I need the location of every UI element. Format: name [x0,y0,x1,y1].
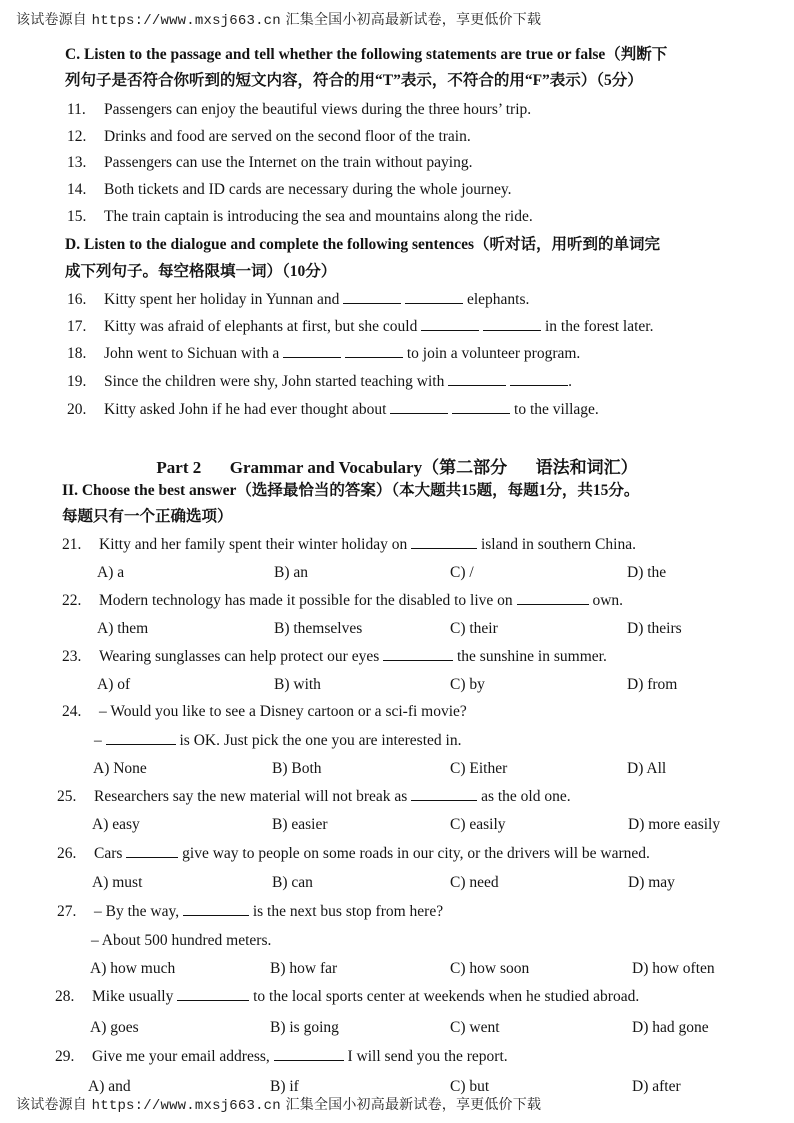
watermark-suffix: 汇集全国小初高最新试卷，享更低价下载 [285,1097,542,1113]
question-stem [57,844,650,864]
option-b[interactable]: B) Both [272,760,322,777]
statement-text: The train captain is introducing the sea and mountains along the ride. [104,208,533,225]
part-2-instruction-line2: 每题只有一个正确选项） [62,508,233,525]
question-number: 24. [62,703,82,720]
dialogue-line: – Would you like to see a Disney cartoon or a sci-fi movie? [99,703,467,720]
stem-start: Wearing sunglasses can help protect our eyes [99,648,380,665]
option-c[interactable]: C) easily [450,816,506,833]
watermark-top [16,9,541,29]
watermark-bottom [16,1094,541,1114]
statement-item [67,127,471,147]
answer-blank[interactable] [483,318,541,331]
option-b[interactable]: B) with [274,676,321,693]
statement-text: Both tickets and ID cards are necessary during the whole journey. [104,181,512,198]
answer-blank[interactable] [517,592,589,605]
answer-blank[interactable] [383,648,453,661]
section-d-heading-line1: D. Listen to the dialogue and complete the following sentences（听对话，用听到的单词完 [65,236,661,253]
answer-blank[interactable] [510,373,568,386]
question-number: 25. [57,788,77,805]
option-d[interactable]: D) may [628,874,675,891]
fill-sentence [67,317,653,337]
item-number: 14. [67,181,87,198]
watermark-prefix: 该试卷源自 [16,1097,87,1113]
question-stem [57,902,443,922]
option-b[interactable]: B) how far [270,960,338,977]
statement-text: Drinks and food are served on the second floor of the train. [104,128,471,145]
statement-item [67,207,533,227]
question-number: 29. [55,1048,75,1065]
item-number: 12. [67,128,87,145]
stem-end: to the local sports center at weekends when he studied abroad. [253,988,640,1005]
option-a[interactable]: A) and [88,1078,131,1095]
section-d-heading-line2: 成下列句子。每空格限填一词）（10分） [65,263,337,280]
answer-blank[interactable] [452,401,510,414]
statement-text: Passengers can use the Internet on the train without paying. [104,154,473,171]
option-c[interactable]: C) how soon [450,960,530,977]
part-name: Grammar and Vocabulary（第二部分 [229,458,508,477]
dialogue-reply: – About 500 hundred meters. [91,932,272,949]
item-number: 18. [67,345,87,362]
stem-start: Give me your email address, [92,1048,270,1065]
part-2-instruction-line1: II. Choose the best answer（选择最恰当的答案）（本大题共15题，每题1分，共15分。 [62,482,640,499]
sentence-start: Kitty asked John if he had ever thought about [104,401,387,418]
option-d[interactable]: D) had gone [632,1019,709,1036]
stem-start: Researchers say the new material will not break as [94,788,408,805]
answer-blank[interactable] [411,536,477,549]
option-c[interactable]: C) but [450,1078,490,1095]
answer-blank[interactable] [343,291,401,304]
question-stem [62,647,607,667]
sentence-end: in the forest later. [545,318,654,335]
stem-start: Modern technology has made it possible for the disabled to live on [99,592,513,609]
question-number: 23. [62,648,82,665]
option-c[interactable]: C) need [450,874,499,891]
answer-blank[interactable] [390,401,448,414]
option-a[interactable]: A) easy [92,816,140,833]
option-a[interactable]: A) how much [90,960,176,977]
answer-blank[interactable] [345,345,403,358]
option-a[interactable]: A) must [92,874,143,891]
watermark-suffix: 汇集全国小初高最新试卷，享更低价下载 [285,12,542,28]
sentence-end: to join a volunteer program. [406,345,581,362]
option-a[interactable]: A) None [93,760,147,777]
stem-end: island in southern China. [480,536,636,553]
question-stem [62,535,636,555]
option-c[interactable]: C) by [450,676,485,693]
option-d[interactable]: D) after [632,1078,681,1095]
option-b[interactable]: B) if [270,1078,299,1095]
option-d[interactable]: D) theirs [627,620,682,637]
sentence-start: John went to Sichuan with a [104,345,280,362]
item-number: 16. [67,291,87,308]
option-b[interactable]: B) is going [270,1019,339,1036]
item-number: 13. [67,154,87,171]
statement-item [67,100,531,120]
watermark-prefix: 该试卷源自 [16,12,87,28]
stem-start: Kitty and her family spent their winter holiday on [99,536,408,553]
stem-start: – By the way, [94,903,180,920]
sentence-start: Kitty spent her holiday in Yunnan and [104,291,340,308]
sentence-end: . [568,373,572,390]
part-2-title [0,453,794,478]
fill-sentence [67,290,529,310]
option-a[interactable]: A) of [97,676,131,693]
option-d[interactable]: D) how often [632,960,715,977]
option-b[interactable]: B) themselves [274,620,363,637]
item-number: 17. [67,318,87,335]
item-number: 15. [67,208,87,225]
option-c[interactable]: C) went [450,1019,500,1036]
option-c[interactable]: C) their [450,620,498,637]
question-number: 22. [62,592,82,609]
stem-start: Cars [94,845,123,862]
statement-text: Passengers can enjoy the beautiful views during the three hours’ trip. [104,101,532,118]
question-stem [57,787,571,807]
section-c-heading-line1: C. Listen to the passage and tell whether the following statements are true or false（判断下 [65,46,668,63]
answer-blank[interactable] [183,903,249,916]
question-stem [55,1047,508,1067]
item-number: 19. [67,373,87,390]
sentence-end: to the village. [514,401,599,418]
stem-end: I will send you the report. [347,1048,508,1065]
item-number: 11. [67,101,86,118]
stem-end: as the old one. [481,788,571,805]
option-a[interactable]: A) a [97,564,125,581]
question-stem [62,591,623,611]
question-number: 28. [55,988,75,1005]
option-d[interactable]: D) from [627,676,678,693]
sentence-start: Since the children were shy, John started teaching with [104,373,445,390]
option-d[interactable]: D) more easily [628,816,721,833]
answer-blank[interactable] [448,373,506,386]
question-stem-line2 [94,731,461,751]
option-b[interactable]: B) can [272,874,313,891]
watermark-url[interactable]: https://www.mxsj663.cn [91,13,281,29]
watermark-url[interactable]: https://www.mxsj663.cn [91,1098,281,1114]
answer-blank[interactable] [421,318,479,331]
answer-blank[interactable] [177,988,249,1001]
stem-start: – [94,732,102,749]
answer-blank[interactable] [274,1048,344,1061]
option-d[interactable]: D) the [627,564,667,581]
option-c[interactable]: C) / [450,564,474,581]
option-c[interactable]: C) Either [450,760,508,777]
question-number: 21. [62,536,82,553]
stem-end: give way to people on some roads in our city, or the drivers will be warned. [182,845,650,862]
question-number: 27. [57,903,77,920]
question-stem [62,702,467,722]
stem-start: Mike usually [92,988,174,1005]
statement-item [67,153,472,173]
option-b[interactable]: B) easier [272,816,328,833]
fill-sentence [67,400,599,420]
stem-end: the sunshine in summer. [457,648,607,665]
answer-blank[interactable] [411,788,477,801]
option-b[interactable]: B) an [274,564,309,581]
fill-sentence [67,372,572,392]
question-stem [55,987,639,1007]
answer-blank[interactable] [126,845,178,858]
item-number: 20. [67,401,87,418]
part-name-cn: 语法和词汇） [535,458,638,477]
sentence-start: Kitty was afraid of elephants at first, but she could [104,318,418,335]
answer-blank[interactable] [106,732,176,745]
section-c-heading-line2: 列句子是否符合你听到的短文内容，符合的用“T”表示，不符合的用“F”表示）（5分） [65,72,643,89]
option-a[interactable]: A) them [97,620,149,637]
answer-blank[interactable] [405,291,463,304]
fill-sentence [67,344,580,364]
answer-blank[interactable] [283,345,341,358]
option-a[interactable]: A) goes [90,1019,139,1036]
part-number: Part 2 [156,458,202,477]
stem-end: is the next bus stop from here? [252,903,444,920]
question-number: 26. [57,845,77,862]
stem-end: is OK. Just pick the one you are interested in. [179,732,462,749]
statement-item [67,180,511,200]
sentence-end: elephants. [466,291,530,308]
stem-end: own. [592,592,624,609]
option-d[interactable]: D) All [627,760,667,777]
